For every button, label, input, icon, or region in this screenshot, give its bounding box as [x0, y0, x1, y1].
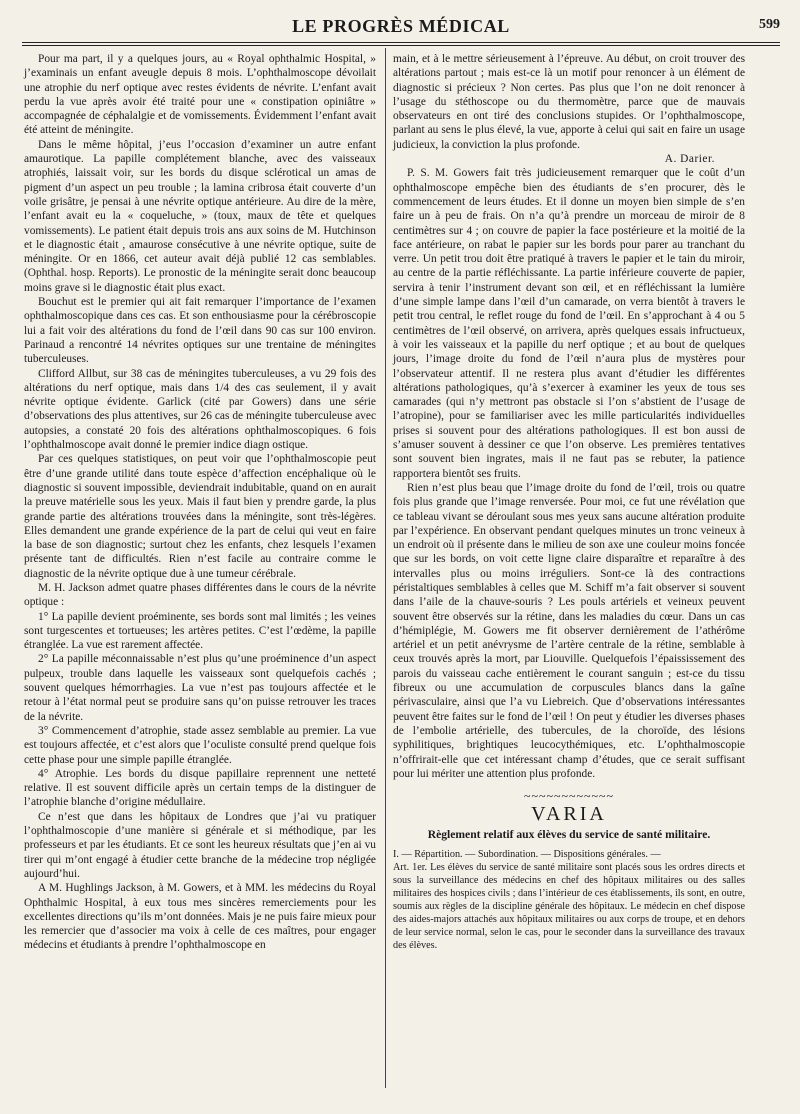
paragraph: Bouchut est le premier qui ait fait remarquer l’importance de l’examen ophthalmoscopique dans ces cas. Et son enthousiasme pour la cérébroscopie lui a fait voir des altérations du fond de l’œil dans 90 cas sur 100 environ. Parinaud a rencontré 14 névrites optiques sur une trentaine de méningites tuberculeuses.	[24, 296, 376, 366]
paragraph: M. H. Jackson admet quatre phases différentes dans le cours de la névrite optique :	[24, 581, 376, 609]
paragraph: A M. Hughlings Jackson, à M. Gowers, et à MM. les médecins du Royal Ophthalmic Hospital, à eux tous mes sincères remerciements pour les excellentes directions qu’ils m’ont données. Mais je ne puis faire mieux pour les remercier que d’associer ma voix à celle de ces maîtres, pour engager médecins et étudiants à prendre l’ophthalmoscope en	[24, 882, 376, 952]
paragraph: main, et à le mettre sérieusement à l’épreuve. Au début, on croit trouver des altérations partout ; mais est-ce là un motif pour renoncer à un élément de diagnostic si précieux ? Non certes. Pas plus que l’on ne doit renoncer à l’usage du stéthoscope ou du thermomètre, parce que de mauvais observateurs en ont tiré des conclusions stupides. Or l’ophthalmoscope, parlant au sens le plus élevé, la vue, apporte à celui qui sait en faire un usage judicieux, la conviction la plus profonde.	[393, 53, 745, 151]
section-heading-varia: VARIA	[531, 803, 607, 826]
journal-title: LE PROGRÈS MÉDICAL	[292, 16, 510, 36]
paragraph: 2° La papille méconnaissable n’est plus qu’une proéminence d’un aspect pulpeux, trouble dans laquelle les vaisseaux sont quelquefois cachés ; souvent quelques hémorrhagies. La vue n’est pas toujours affectée et le retour à l’état normal peut se produire sans qu’on puisse retrouver les traces de la névrite.	[24, 653, 376, 723]
paragraph: Ce n’est que dans les hôpitaux de Londres que j’ai vu pratiquer l’ophthalmoscopie d’une manière si générale et si méthodique, par les professeurs et par les étudiants. Et ce sont les heureux résultats que j’en ai vu tirer qui m’ont engagé à étudier cette branche de la médecine trop négligée aujourd’hui.	[24, 810, 376, 880]
column-divider	[385, 48, 386, 1088]
page-header	[22, 14, 780, 40]
paragraph: Dans le même hôpital, j’eus l’occasion d’examiner un autre enfant amaurotique. La papille complétement blanche, avec des vaisseaux atrophiés, laissait voir, sur les bords du disque sclérotical un amas de pigment d’un aspect un peu trouble ; la lamina cribrosa était couverte d’un voile grisâtre, je pensai à une névrite optique antérieure. Au dire de la mère, l’enfant avait eu la « coqueluche, » (toux, maux de tête et quelques vomissements). Le patient était depuis trois ans aux soins de M. Hutchinson et le diagnostic était , amaurose consécutive à une névrite optique, suite de méningite. Or en 1866, cet auteur avait déjà publié 12 cas semblables. (Ophthal. hosp. Reports). Le pronostic de la méningite serait donc beaucoup moins grave si le diagnostic était plus exact.	[24, 138, 376, 294]
left-column	[24, 52, 376, 953]
paragraph: 4° Atrophie. Les bords du disque papillaire reprennent une netteté relative. Il est souvent difficile après un certain temps de la distinguer de l’atrophie blanche d’origine médullaire.	[24, 767, 376, 809]
author-signature: A. Darier.	[664, 153, 715, 166]
paragraph: Pour ma part, il y a quelques jours, au « Royal ophthalmic Hospital, » j’examinais un enfant aveugle depuis 8 mois. L’ophthalmoscope dévoilait une atrophie du nerf optique avec restes évidents de névrite. L’enfant avait perdu la vue après avoir été traité pour une « constipation opiniâtre » accompagnée de céphalalgie et de vomissements. Évidemment l’enfant avait été atteint de méningite.	[24, 53, 376, 137]
header-rule	[22, 42, 780, 43]
page-number: 599	[759, 17, 780, 32]
right-column	[393, 52, 745, 952]
regulation-article: Art. 1er. Les élèves du service de santé militaire sont placés sous les ordres directs et sous la surveillance des médecins en chef des hôpitaux militaires ou des salles militaires des hospices civils ; dans l’intérieur de ces établissements, ils sont, en outre, soumis aux règles de la discipline générale des hôpitaux. Le médecin en chef dispose des aides-majors attachés aux hôpitaux militaires ou aux corps de troupe, et en dehors de leur service normal, selon le cas, pour le seconder dans la surveillance des travaux des élèves.	[393, 862, 745, 952]
paragraph: Rien n’est plus beau que l’image droite du fond de l’œil, trois ou quatre fois plus grande que l’image renversée. Pour moi, ce fut une révélation que ce tableau vivant se déroulant sous mes yeux sans aucune altération produite par l’expérience. En observant pendant quelques minutes un tronc veineux à un endroit où il présente dans le milieu de son axe une couleur moins foncée que sur les bords, on voit cette ligne claire disparaître et reparaître à des intervalles plus ou moins irréguliers. Sont-ce là des contractions péristaltiques semblables à celles que M. Schiff m’a fait observer si souvent dans l’aile de la chauve-souris ? Les pouls artériels et veineux peuvent souvent être observés sur la rétine, dans les maladies du cœur. Dans un cas d’hémiplégie, M. Gowers me fit observer dernièrement de l’athérôme artériel et un petit anévrysme de l’artère centrale de la rétine, semblable à ceux trouvés après la mort, par Liouville. Quelquefois l’épaississement des parois du vaisseau cache entièrement le courant sanguin ; est-ce du tissu fibreux ou une accumulation de corpuscules blancs dans la gaîne périvasculaire, ainsi que l’a vu Liebreich. Que d’observations intéressantes peuvent être faites sur le fond de l’œil ! On peut y étudier les diverses phases de l’embolie artérielle, des tubercules, de la choroïde, des lésions syphilitiques, brightiques leucocythémiques, etc. L’ophthalmoscopie n’offrirait-elle que cet intéressant champ d’études, que ce serait suffisant pour lui mériter une attention plus profonde.	[393, 481, 745, 780]
regulation-title: Règlement relatif aux élèves du service de santé militaire.	[427, 827, 711, 841]
paragraph: Par ces quelques statistiques, on peut voir que l’ophthalmoscopie peut être d’une grande utilité dans toute espèce d’affection encéphalique où le diagnostic si souvent impossible, deviendrait indubitable, quand on en aurait la preuve matérielle sous les yeux. Mais il faut bien y prendre garde, la plus grande partie des altérations trouvées dans la méningite, sont très-légères. Elles demandent une grande expérience de la part de celui qui veut en faire la base de son diagnostic; surtout chez les enfants, chez lesquels l’examen présente tant de difficultés. Rien n’est facile au contraire comme le diagnostic de la névrite optique due à une tumeur cérébrale.	[24, 453, 376, 580]
header-rule-double	[22, 45, 780, 46]
paragraph: 3° Commencement d’atrophie, stade assez semblable au premier. La vue est toujours affectée, et c’est alors que l’oculiste consulté prend quelque fois cette phase pour une simple papille étranglée.	[24, 724, 376, 766]
paragraph: P. S. M. Gowers fait très judicieusement remarquer que le coût d’un ophthalmoscope empêche bien des étudiants de s’en procurer, dès le commencement de leurs études. Et il donne un moyen bien simple de s’en faire un à peu de frais. On n’a qu’à prendre un morceau de miroir de 8 centimètres sur 4 ; on couvre de papier la face postérieure et la moitié de la face antérieure, on rabat le papier sur les bords pour parer au tranchant du verre. Un petit trou doit être pratiqué à travers le papier et le tain du miroir, au centre de la partie réfléchissante. La partie inférieure couverte de papier, servira à tenir l’instrument devant son œil, et en réfléchissant la lumière d’une simple lampe dans l’œil d’un camarade, on verra bientôt à travers le petit trou central, le reflet rouge du fond de l’œil. En s’approchant à 4 ou 5 centimètres de l’œil observé, on arrivera, après quelques essais infructueux, à voir les vaisseaux et la papille du nerf optique ; et au bout de quelques jours, l’image droite du fond de l’œil n’aura plus de mystères pour l’observateur attentif. Il ne restera plus avant d’étudier les différentes altérations pathologiques, qu’à s’exercer à examiner les yeux de tous ses camarades (qui n’y mettront pas obstacle si l’on s’abstient de l’usage de l’atropine), pour se familiariser avec les mille particularités individuelles prises si souvent pour des altérations pathologiques. Il est bon aussi de s’amuser souvent à dessiner ce que l’on observe. Les premières tentatives sont souvent bien ingrates, mais il ne faut pas se rebuter, la patience rapportera bientôt ses fruits.	[393, 167, 745, 480]
ornament-divider: ~~~~~~~~~~~~	[524, 789, 614, 804]
paragraph: 1° La papille devient proéminente, ses bords sont mal limités ; les veines sont turgescentes et tortueuses; les artères petites. C’est l’œdème, la papille étranglée. La vue est rarement affectée.	[24, 610, 376, 652]
regulation-sections: I. — Répartition. — Subordination. — Dispositions générales. —	[393, 849, 661, 861]
paragraph: Clifford Allbut, sur 38 cas de méningites tuberculeuses, a vu 29 fois des altérations du nerf optique, mais dans 1/4 des cas seulement, il y avait névrite optique évidente. Garlick (cité par Gowers) dans une série d’observations des plus attentives, sur 26 cas de méningite tuberculeuse avec autopsies, a constaté 20 fois des altérations ophthalmoscopiques. 6 fois l’ophthalmoscope avait donné le premier indice diagn ostique.	[24, 367, 376, 452]
